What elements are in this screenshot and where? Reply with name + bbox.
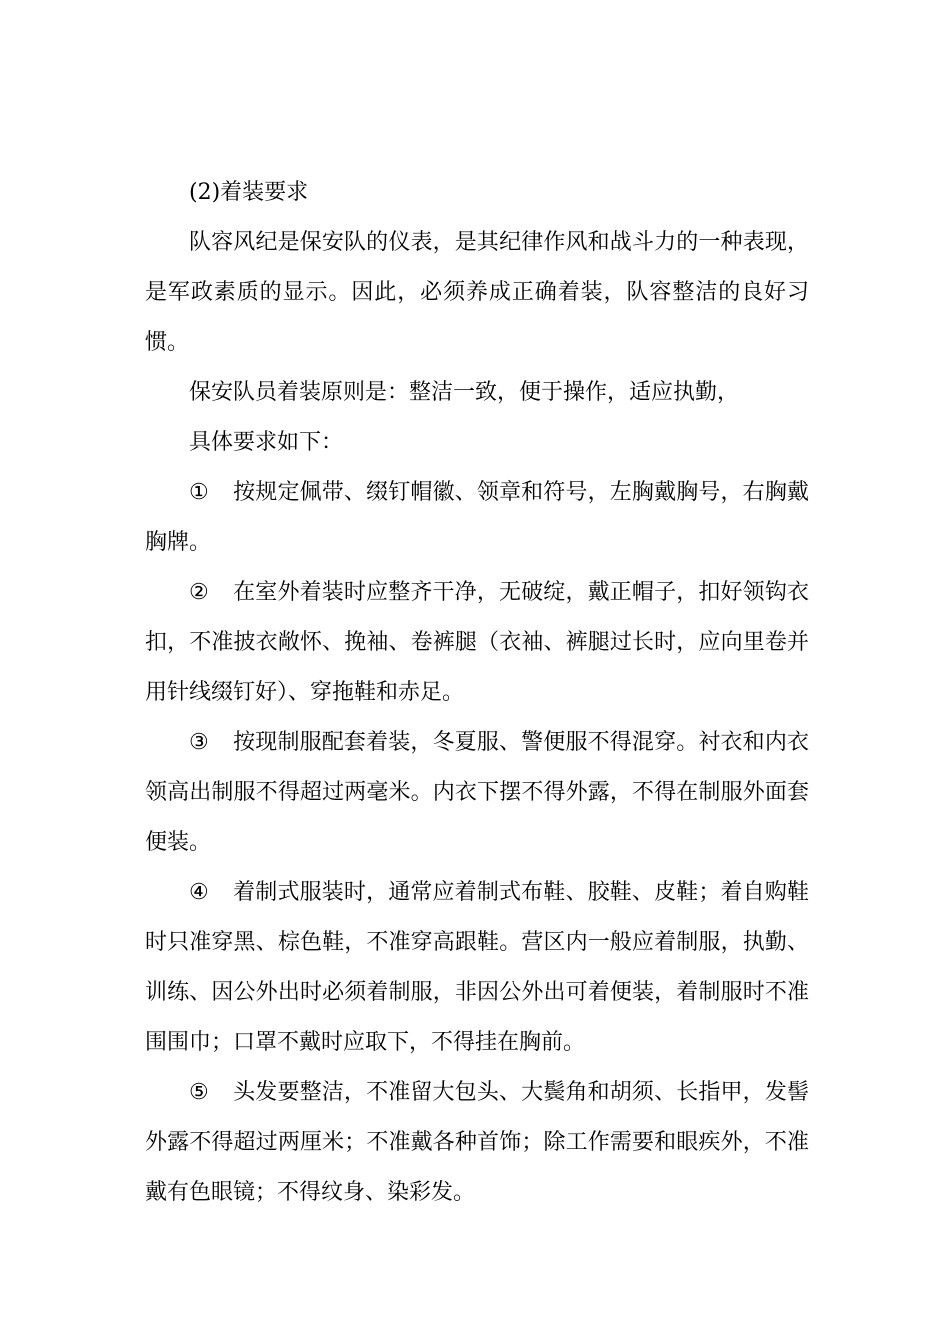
requirement-item-5 bbox=[145, 1068, 809, 1218]
intro-paragraph: 队容风纪是保安队的仪表，是其纪律作风和战斗力的一种表现，是军政素质的显示。因此，必须养成正确着装，队容整洁的良好习惯。 bbox=[145, 230, 809, 355]
requirement-item-3 bbox=[145, 718, 809, 868]
requirement-item-1 bbox=[145, 468, 809, 568]
item-text: 按现制服配套着装，冬夏服、警便服不得混穿。衬衣和内衣领高出制服不得超过两毫米。内衣下摆不得外露，不得在制服外面套便装。 bbox=[145, 730, 809, 855]
document-body bbox=[145, 168, 809, 1218]
requirements-lead: 具体要求如下： bbox=[189, 430, 344, 455]
item-text: 按规定佩带、缀钉帽徽、领章和符号，左胸戴胸号，右胸戴胸牌。 bbox=[145, 480, 809, 555]
item-text: 在室外着装时应整齐干净，无破绽，戴正帽子，扣好领钩衣扣，不准披衣敞怀、挽袖、卷裤腿（衣袖、裤腿过长时，应向里卷并用针线缀钉好）、穿拖鞋和赤足。 bbox=[145, 580, 809, 705]
principle-paragraph: 保安队员着装原则是：整洁一致，便于操作，适应执勤， bbox=[189, 380, 740, 405]
item-number: ③ bbox=[189, 730, 209, 755]
requirement-item-2 bbox=[145, 568, 809, 718]
requirement-item-4 bbox=[145, 868, 809, 1068]
item-text: 头发要整洁，不准留大包头、大鬓角和胡须、长指甲，发髻外露不得超过两厘米；不准戴各种首饰；除工作需要和眼疾外，不准戴有色眼镜；不得纹身、染彩发。 bbox=[145, 1080, 809, 1205]
section-heading: (2)着装要求 bbox=[189, 180, 309, 205]
item-text: 着制式服装时，通常应着制式布鞋、胶鞋、皮鞋；着自购鞋时只准穿黑、棕色鞋，不准穿高跟鞋。营区内一般应着制服，执勤、训练、因公外出时必须着制服，非因公外出可着便装，着制服时不准围围巾；口罩不戴时应取下，不得挂在胸前。 bbox=[145, 880, 809, 1055]
item-number: ④ bbox=[189, 880, 209, 905]
item-number: ② bbox=[189, 580, 209, 605]
item-number: ① bbox=[189, 480, 209, 505]
item-number: ⑤ bbox=[189, 1080, 209, 1105]
